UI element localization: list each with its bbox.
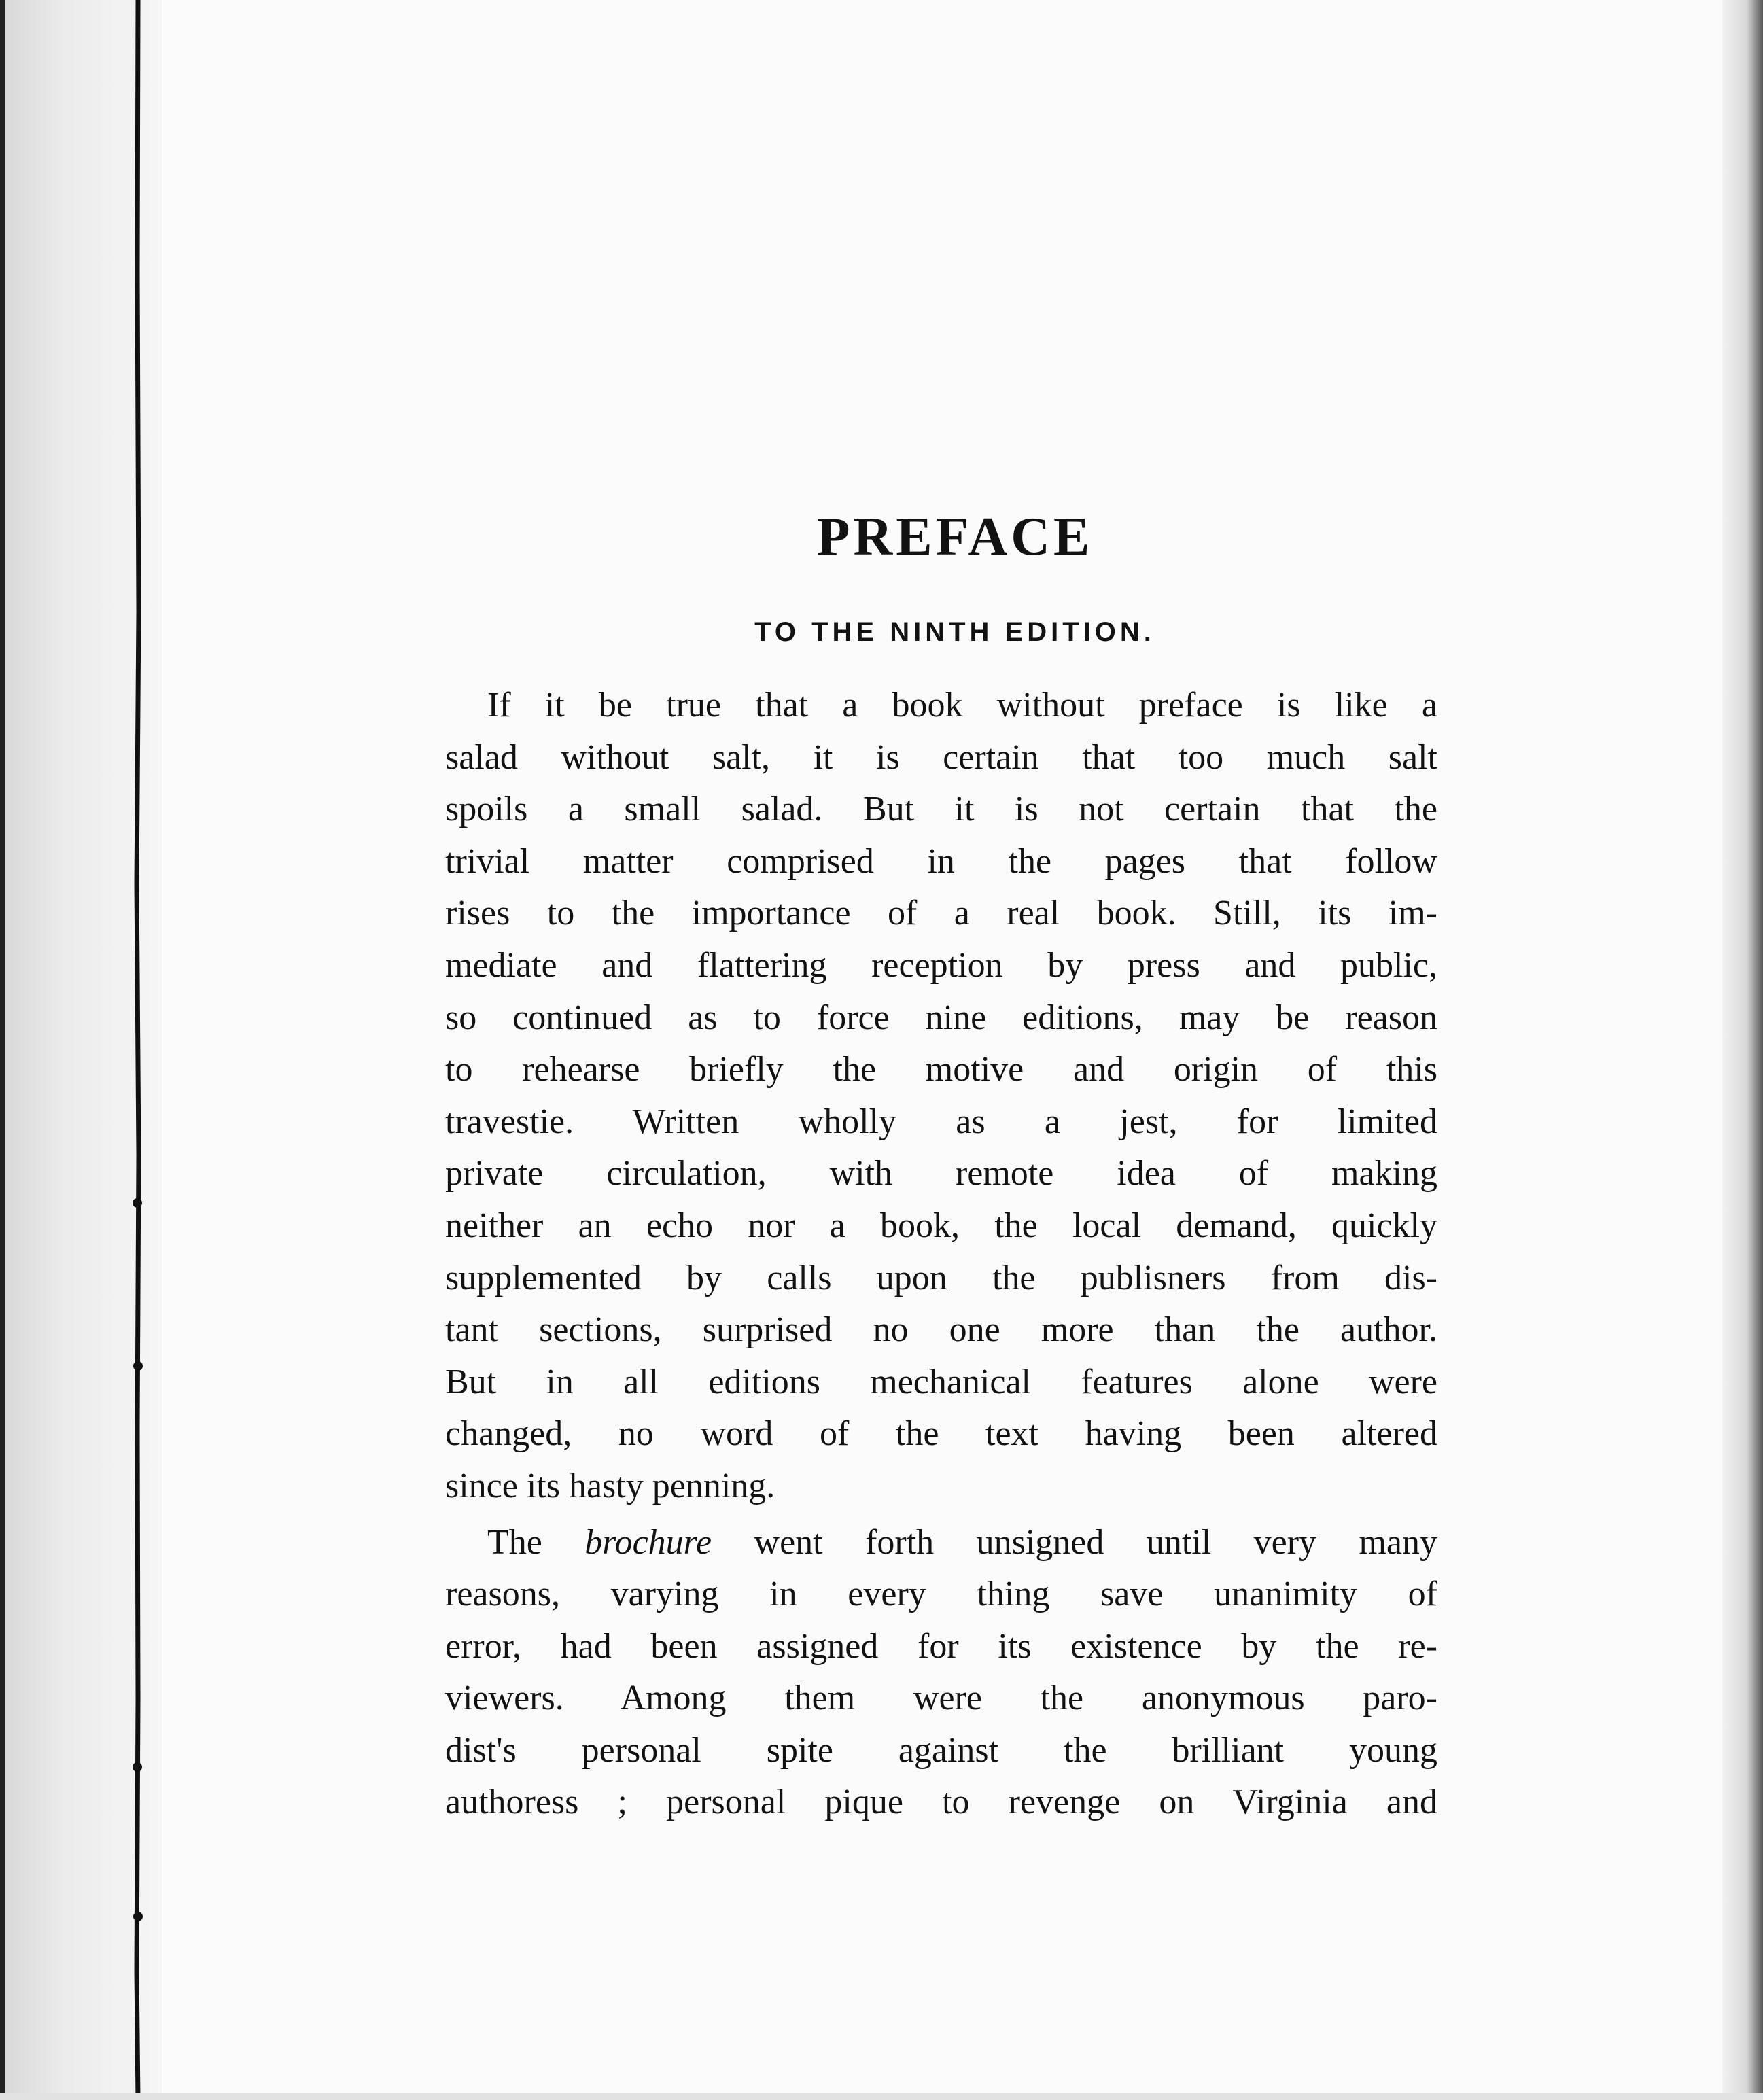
text-line: to rehearse briefly the motive and origin of this xyxy=(445,1050,1437,1089)
page-subtitle: TO THE NINTH EDITION. xyxy=(754,617,1155,647)
page-title: PREFACE xyxy=(816,507,1094,567)
text-line: authoress ; personal pique to revenge on Virginia and xyxy=(445,1783,1437,1822)
text-line: trivial matter comprised in the pages that follow xyxy=(445,841,1437,881)
text-run: went forth unsigned until very many xyxy=(712,1522,1437,1562)
text-line: reasons, varying in every thing save unanimity of xyxy=(445,1575,1437,1614)
italic-word: brochure xyxy=(584,1522,712,1562)
text-line: But in all editions mechanical features alone were xyxy=(445,1362,1437,1401)
binding-stitch xyxy=(133,0,143,2100)
text-line: travestie. Written wholly as a jest, for limited xyxy=(445,1102,1437,1141)
text-line: private circulation, with remote idea of making xyxy=(445,1154,1437,1193)
text-line: mediate and flattering reception by press and public, xyxy=(445,945,1437,985)
text-line: changed, no word of the text having been altered xyxy=(445,1414,1437,1454)
paragraph-1 xyxy=(445,680,1437,1513)
text-line: supplemented by calls upon the publisners from dis- xyxy=(445,1258,1437,1297)
text-line: dist's personal spite against the brilliant young xyxy=(445,1730,1437,1770)
text-line: error, had been assigned for its existence by the re- xyxy=(445,1626,1437,1666)
page-border-bottom xyxy=(0,2093,1763,2100)
text-line xyxy=(445,1517,1437,1569)
paragraph-2 xyxy=(445,1517,1437,1830)
text-line: tant sections, surprised no one more than the author. xyxy=(445,1310,1437,1350)
text-line: so continued as to force nine editions, may be reason xyxy=(445,998,1437,1037)
text-run: The xyxy=(487,1522,585,1562)
text-line: viewers. Among them were the anonymous paro- xyxy=(445,1679,1437,1718)
text-line: neither an echo nor a book, the local demand, quickly xyxy=(445,1206,1437,1245)
page-border-left xyxy=(0,0,5,2100)
text-line: salad without salt, it is certain that too much salt xyxy=(445,737,1437,777)
text-line: spoils a small salad. But it is not certain that the xyxy=(445,790,1437,829)
text-line: If it be true that a book without preface is like a xyxy=(487,686,1437,724)
page-border-right xyxy=(1722,0,1763,2100)
preface-text xyxy=(445,503,1437,1829)
text-line: rises to the importance of a real book. Still, its im- xyxy=(445,894,1437,933)
text-line: since its hasty penning. xyxy=(445,1466,775,1505)
